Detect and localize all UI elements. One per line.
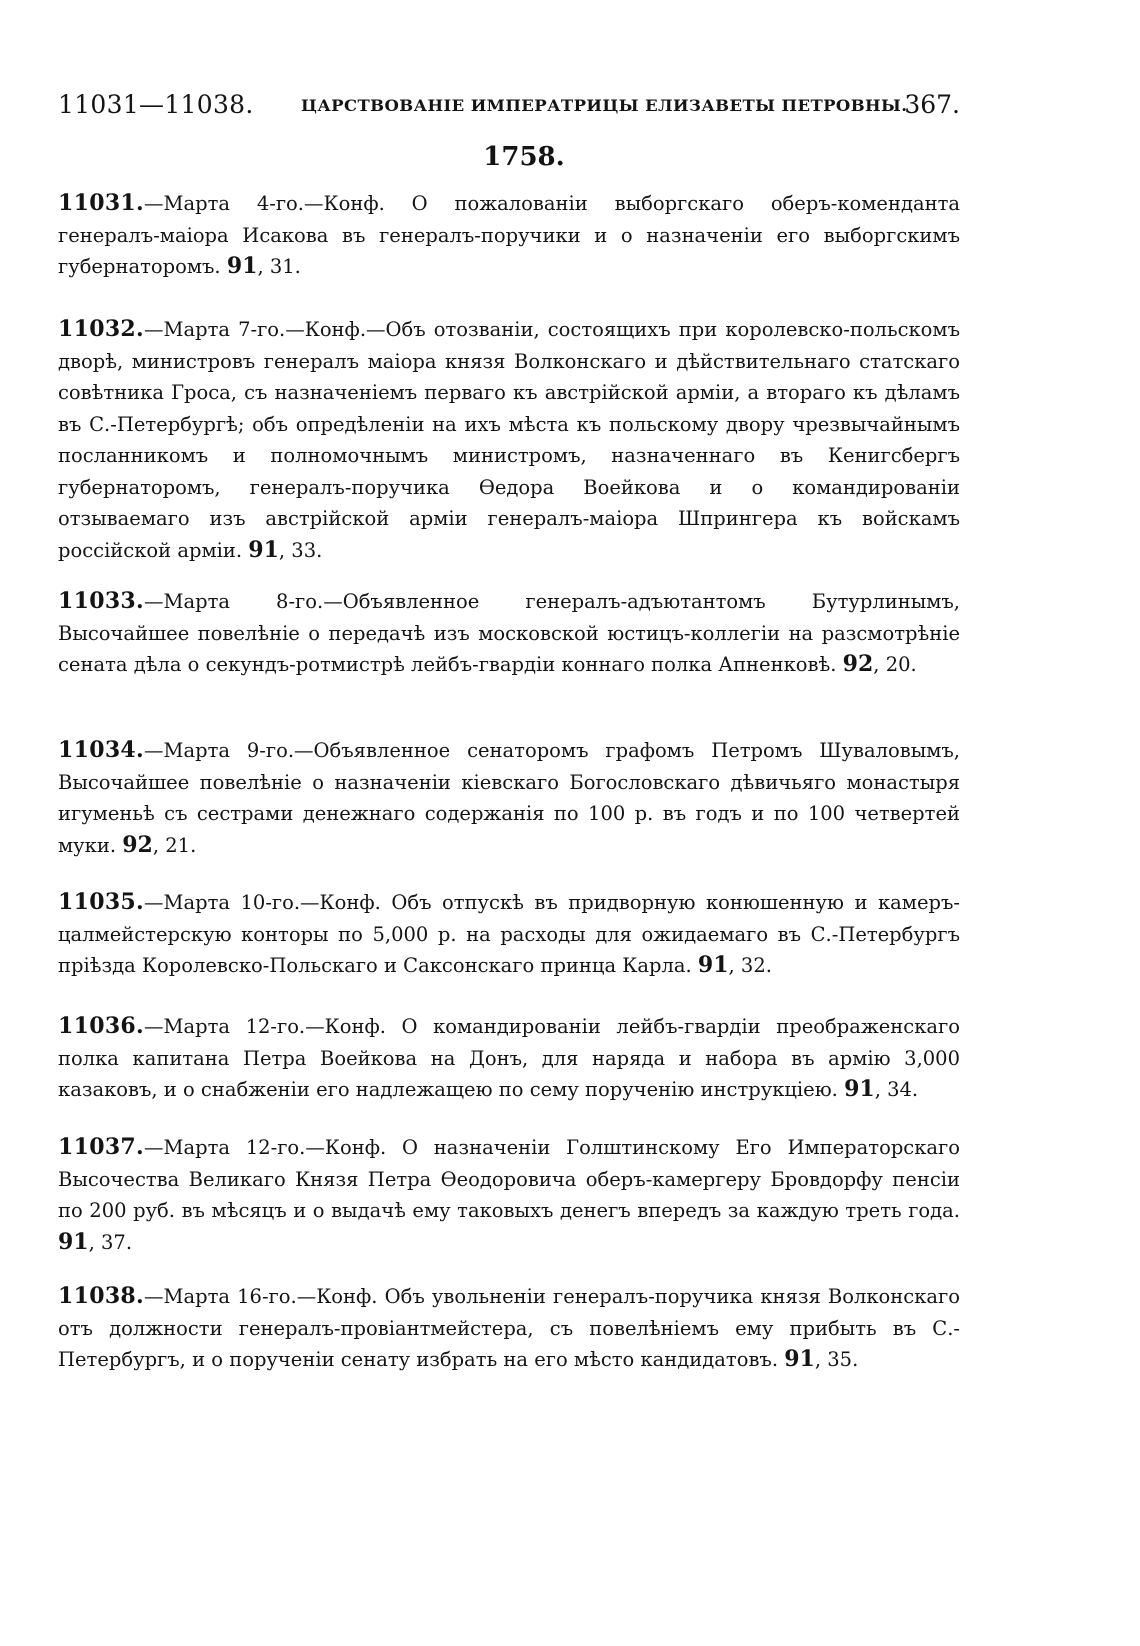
entry-text: —Марта 16-го.—Конф. Объ увольненіи генералъ-поручика князя Волконскаго отъ должности генералъ-провіантмейстера, съ повелѣніемъ ему прибыть въ С.-Петербургъ, и о порученіи сенату избрать на его мѣсто кандидатовъ. <box>58 1285 960 1371</box>
source-volume: 92 <box>122 831 153 858</box>
page-header <box>58 88 960 128</box>
entry-11033 <box>58 586 960 681</box>
entry-number: 11036. <box>58 1013 144 1039</box>
source-volume: 91 <box>784 1346 815 1372</box>
entry-text: —Марта 12-го.—Конф. О командированіи лейбъ-гвардіи преображенскаго полка капитана Петра Воейкова на Донъ, для наряда и набора въ армію 3,000 казаковъ, и о снабженіи его надлежащею по сему порученію инструкціею. <box>58 1015 960 1101</box>
entry-text: —Марта 4-го.—Конф. О пожалованіи выборгскаго оберъ-коменданта генералъ-маіора Исакова въ генералъ-поручики и о назначеніи его выборгскимъ губернаторомъ. <box>58 192 960 278</box>
source-volume: 92 <box>842 651 874 677</box>
entry-11031 <box>58 188 960 283</box>
source-page: , 33. <box>278 538 323 562</box>
entry-text: —Марта 8-го.—Объявленное генералъ-адъютантомъ Бутурлинымъ, Высочайшее повелѣніе о передачѣ изъ московской юстицъ-коллегіи на разсмотрѣніе сената дѣла о секундъ-ротмистрѣ лейбъ-гвардіи коннаго полка Апненковѣ. <box>58 590 960 676</box>
entry-11037 <box>58 1132 960 1258</box>
entry-text: —Марта 7-го.—Конф.—Объ отозваніи, состоящихъ при королевско-польскомъ дворѣ, министровъ генералъ маіора князя Волконскаго и дѣйствительнаго статскаго совѣтника Гроса, съ назначеніемъ перваго къ австрійской арміи, а втораго къ дѣламъ въ С.-Петербургѣ; объ опредѣленіи на ихъ мѣста къ польскому двору чрезвычайнымъ посланникомъ и полномочнымъ министромъ, назначеннаго въ Кенигсбергъ губернаторомъ, генералъ-поручика Ѳедора Воейкова и о командированіи отзываемаго изъ австрійской арміи генералъ-маіора Шпрингера къ войскамъ россійской арміи. <box>58 318 960 562</box>
source-volume: 91 <box>248 536 279 563</box>
entry-number: 11034. <box>58 737 144 763</box>
source-page: , 35. <box>814 1348 859 1371</box>
entry-number: 11037. <box>58 1134 144 1160</box>
source-page: , 20. <box>873 653 917 676</box>
entry-number: 11033. <box>58 588 144 614</box>
entry-11032 <box>58 314 960 566</box>
source-page: , 37. <box>88 1230 133 1254</box>
source-volume: 91 <box>844 1076 875 1102</box>
header-running-title: ЦАРСТВОВАНІЕ ИМПЕРАТРИЦЫ ЕЛИЗАВЕТЫ ПЕТРОВНЫ. <box>301 96 908 115</box>
header-entry-range: 11031—11038. <box>58 90 254 119</box>
entry-11035 <box>58 887 960 982</box>
year-heading: 1758. <box>483 142 565 172</box>
entry-11036 <box>58 1011 960 1106</box>
entry-number: 11032. <box>58 316 144 342</box>
source-page: , 21. <box>152 833 197 857</box>
source-page: , 34. <box>874 1078 919 1101</box>
source-page: , 32. <box>728 954 772 977</box>
source-page: , 31. <box>257 255 301 278</box>
entry-text: —Марта 10-го.—Конф. Объ отпускѣ въ придворную конюшенную и камеръ-цалмейстерскую конторы по 5,000 р. на расходы для ожидаемаго въ С.-Петербургъ пріѣзда Королевско-Польскаго и Саксонскаго принца Карла. <box>58 891 960 977</box>
entry-11034 <box>58 735 960 861</box>
entry-text: —Марта 12-го.—Конф. О назначеніи Голштинскому Его Императорскаго Высочества Великаго Князя Петра Ѳеодоровича оберъ-камергеру Бровдорфу пенсіи по 200 руб. въ мѣсяцъ и о выдачѣ ему таковыхъ денегъ впередъ за каждую треть года. <box>58 1136 960 1222</box>
source-volume: 91 <box>697 952 729 978</box>
entry-number: 11035. <box>58 889 144 915</box>
source-volume: 91 <box>226 253 258 279</box>
entry-text: —Марта 9-го.—Объявленное сенаторомъ графомъ Петромъ Шуваловымъ, Высочайшее повелѣніе о назначеніи кіевскаго Богословскаго дѣвичьяго монастыря игуменьѣ съ сестрами денежнаго содержанія по 100 р. въ годъ и по 100 четвертей муки. <box>58 739 960 857</box>
entry-number: 11038. <box>58 1283 144 1309</box>
header-page-number: 367. <box>904 90 960 119</box>
entry-number: 11031. <box>58 190 144 216</box>
source-volume: 91 <box>58 1228 89 1255</box>
entry-11038 <box>58 1281 960 1376</box>
